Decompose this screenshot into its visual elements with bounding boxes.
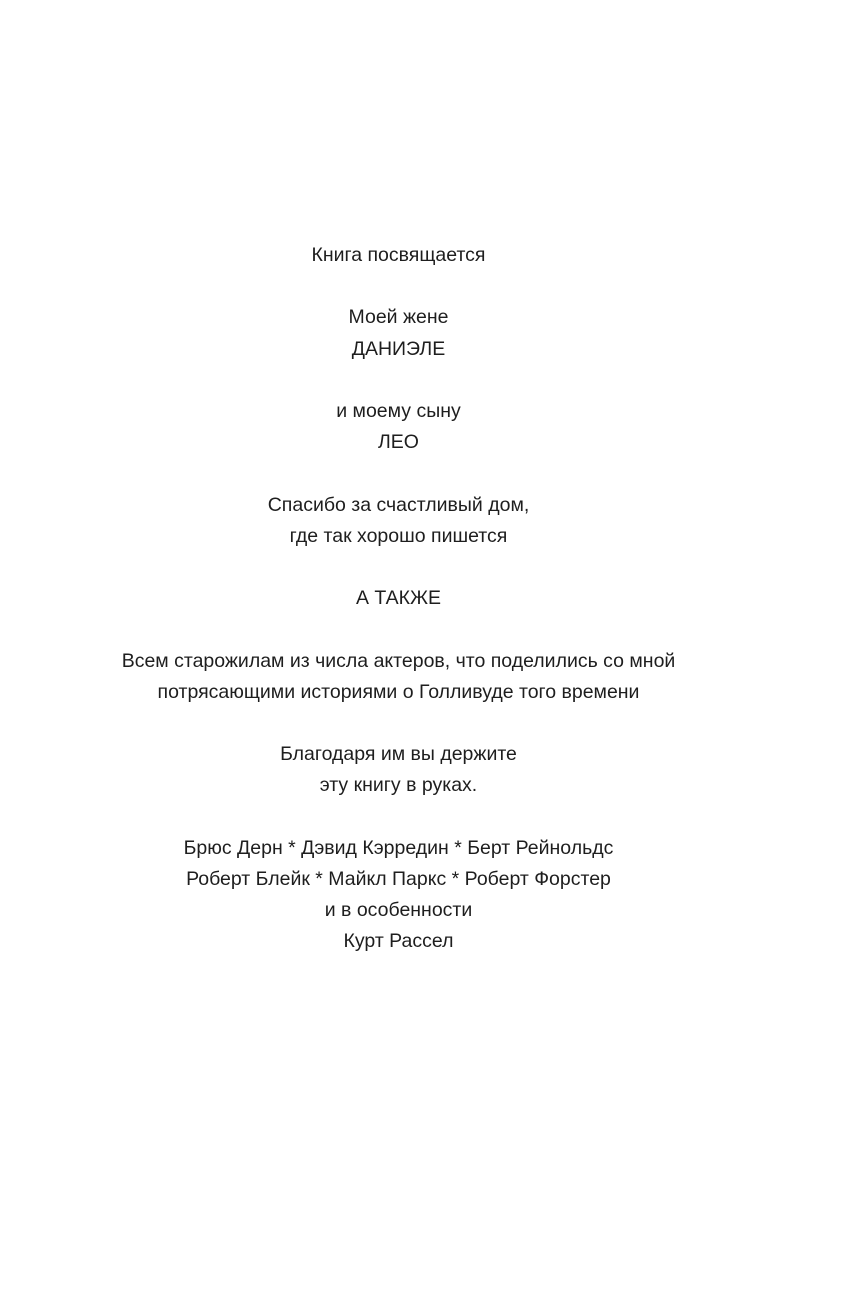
thanks-line-2: где так хорошо пишется <box>289 524 508 547</box>
son-line: и моему сыну <box>336 399 461 422</box>
dedication-block <box>0 240 797 958</box>
actors-intro-line-2: потрясающими историями о Голливуде того времени <box>157 680 640 703</box>
actors-intro-line-1: Всем старожилам из числа актеров, что поделились со мной <box>121 649 676 672</box>
names-line-4: Курт Рассел <box>343 930 454 953</box>
gratitude-line-1: Благодаря им вы держите <box>280 743 517 766</box>
actors-intro-stanza <box>0 646 797 708</box>
also-stanza <box>0 583 797 614</box>
gratitude-line-2: эту книгу в руках. <box>319 774 478 797</box>
dedication-heading-stanza <box>0 240 797 271</box>
names-line-2: Роберт Блейк * Майкл Паркс * Роберт Форстер <box>186 867 611 890</box>
wife-line: Моей жене <box>348 306 449 329</box>
gratitude-stanza <box>0 739 797 801</box>
names-stanza <box>0 833 797 958</box>
names-line-1: Брюс Дерн * Дэвид Кэрредин * Берт Рейнольдс <box>183 836 614 859</box>
thanks-stanza <box>0 490 797 552</box>
wife-name: ДАНИЭЛЕ <box>351 337 446 360</box>
son-name: ЛЕО <box>378 431 419 454</box>
dedication-heading: Книга посвящается <box>311 244 486 266</box>
wife-stanza <box>0 302 797 364</box>
names-line-3: и в особенности <box>324 899 473 922</box>
thanks-line-1: Спасибо за счастливый дом, <box>267 493 530 516</box>
son-stanza <box>0 396 797 458</box>
also-heading: А ТАКЖЕ <box>355 587 442 610</box>
